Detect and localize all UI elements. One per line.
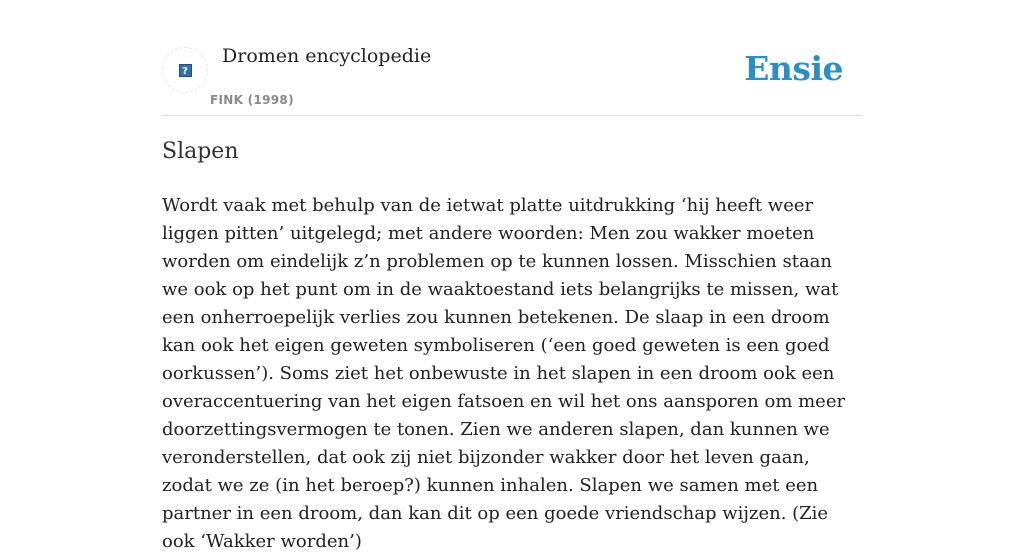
brand-logo[interactable]: Ensie bbox=[744, 49, 843, 88]
source-icon[interactable] bbox=[162, 47, 208, 93]
question-mark-icon: ? bbox=[179, 64, 192, 77]
entry-card bbox=[162, 0, 862, 552]
entry-title: Slapen bbox=[162, 139, 239, 164]
entry-body: Wordt vaak met behulp van de ietwat platte uitdrukking ‘hij heeft weer liggen pitten’ uitgelegd; met andere woorden: Men zou wakker moeten worden om eindelijk z’n problemen op te kunnen lossen. Misschien staan we ook op het punt om in de waaktoestand iets belangrijks te missen, wat een onherroepelijk verlies zou kunnen betekenen. De slaap in een droom kan ook het eigen geweten symboliseren (‘een goed geweten is een goed oorkussen’). Soms ziet het onbewuste in het slapen in een droom ook een overaccentuering van het eigen fatsoen en wil het ons aansporen om meer doorzettingsvermogen te tonen. Zien we anderen slapen, dan kunnen we veronderstellen, dat ook zij niet bijzonder wakker door het leven gaan, zodat we ze (in het beroep?) kunnen inhalen. Slapen we samen met een partner in een droom, dan kan dit op een goede vriendschap wijzen. (Zie ook ‘Wakker worden’) bbox=[162, 195, 846, 552]
source-author: FINK (1998) bbox=[210, 93, 294, 107]
source-title[interactable]: Dromen encyclopedie bbox=[222, 45, 432, 67]
source-header bbox=[162, 0, 862, 116]
